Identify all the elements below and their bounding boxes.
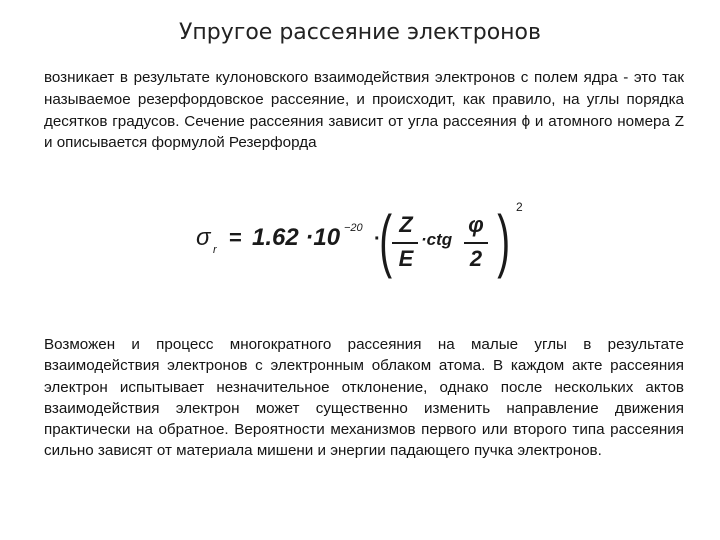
- formula-equals: =: [229, 225, 242, 250]
- formula-numerator-phi: φ: [468, 212, 484, 237]
- formula-power: 2: [516, 200, 523, 214]
- formula-ctg: ·ctg: [421, 230, 453, 249]
- formula-sigma-subscript: r: [213, 244, 217, 256]
- slide-title: Упругое рассеяние электронов: [179, 20, 541, 45]
- formula-numerator-z: Z: [399, 212, 413, 237]
- formula-fraction-line-1: [392, 242, 418, 244]
- formula-left-paren: (: [379, 201, 393, 279]
- formula-dot: ·: [374, 228, 381, 250]
- formula-sigma: σ: [196, 224, 211, 251]
- formula-fraction-line-2: [464, 242, 488, 244]
- formula-exponent: −20: [344, 222, 363, 234]
- multiple-scattering-paragraph: Возможен и процесс многократного рассеяния на малые углы в результате взаимодействия электронов с электронным облаком атома. В каждом акте рассеяния электрон испытывает незначительное отклонение, однако после нескольких актов взаимодействия электрон может существенно изменить направление движения практически на обратное. Вероятности механизмов первого или второго типа рассеяния сильно зависят от материала мишени и энергии падающего пучка электронов.: [44, 336, 684, 460]
- rutherford-formula: [196, 200, 526, 290]
- formula-coefficient: 1.62 ·10: [252, 224, 341, 251]
- intro-paragraph: возникает в результате кулоновского взаимодействия электронов с полем ядра - это так называемое резерфордовское рассеяние, и происходит, как правило, на углы порядка десятков градусов. Сечение рассеяния зависит от угла рассеяния ϕ и атомного номера Z и описывается формулой Резерфорда: [44, 69, 684, 152]
- formula-right-paren: ): [497, 201, 511, 279]
- formula-denominator-e: E: [398, 246, 414, 271]
- formula-denominator-two: 2: [469, 246, 483, 271]
